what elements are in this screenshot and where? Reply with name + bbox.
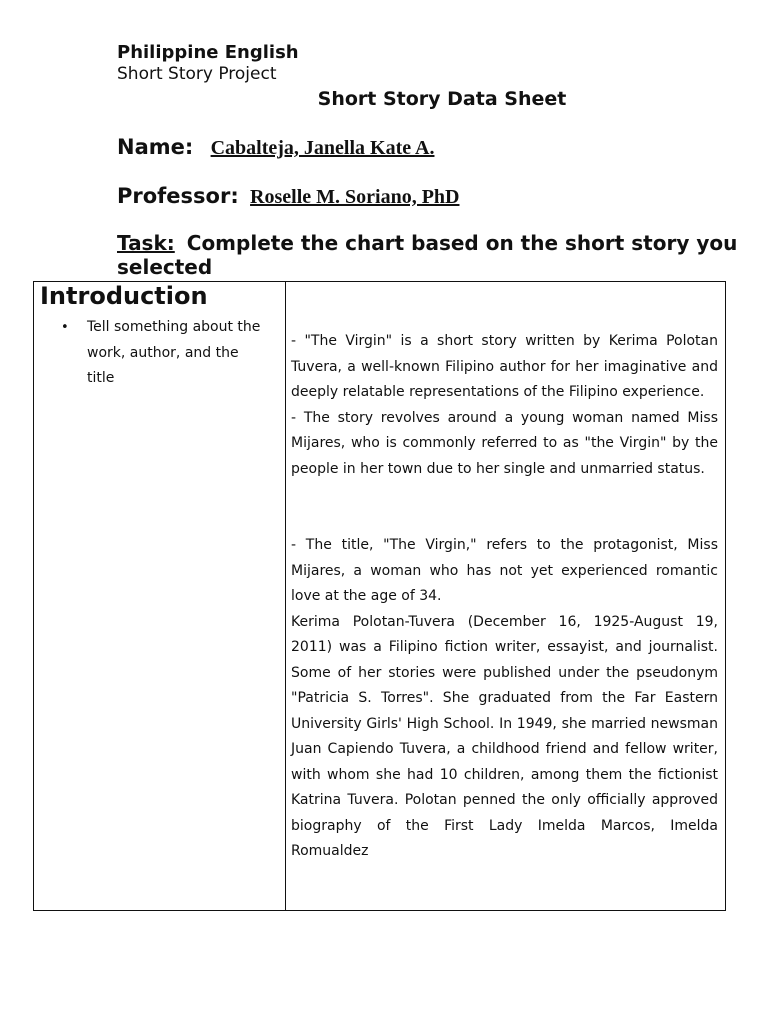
name-row — [117, 134, 434, 161]
prompt-list — [34, 315, 285, 392]
task-instruction: Complete the chart based on the short story you selected — [117, 231, 738, 279]
task-row — [117, 231, 762, 279]
prompt-text: Tell something about the work, author, and the title — [87, 319, 261, 386]
prompt-item — [34, 315, 285, 392]
answer-text — [291, 329, 718, 865]
document-title: Short Story Data Sheet — [317, 88, 567, 110]
bullet-icon: • — [61, 320, 69, 335]
student-name: Cabalteja, Janella Kate A. — [210, 137, 435, 159]
professor-row — [117, 183, 459, 210]
section-heading-introduction: Introduction — [40, 282, 208, 310]
name-label: Name: — [117, 135, 194, 159]
professor-name: Roselle M. Soriano, PhD — [250, 186, 460, 208]
answer-paragraph-work: - "The Virgin" is a short story written by Kerima Polotan Tuvera, a well-known Filipino author for her imaginative and deeply relatable representations of the Filipino experience. — [291, 333, 718, 400]
answer-paragraph-story: - The story revolves around a young woman named Miss Mijares, who is commonly referred to as "the Virgin" by the people in her town due to her single and unmarried status. — [291, 409, 718, 477]
course-name: Philippine English — [117, 42, 299, 63]
paragraph-spacer — [291, 482, 718, 533]
answer-paragraph-title: - The title, "The Virgin," refers to the protagonist, Miss Mijares, a woman who has not yet experienced romantic love at the age of 34. — [291, 537, 718, 604]
prompt-column — [34, 282, 286, 910]
answer-paragraph-author: Kerima Polotan-Tuvera (December 16, 1925-August 19, 2011) was a Filipino fiction writer, essayist, and journalist. Some of her stories were published under the pseudonym "Patricia S. Torres". She graduated from the Far Eastern University Girls' High School. In 1949, she married newsman Juan Capiendo Tuvera, a childhood friend and fellow writer, with whom she had 10 children, among them the fictionist Katrina Tuvera. Polotan penned the only officially approved biography of the First Lady Imelda Marcos, Imelda Romualdez — [291, 613, 718, 859]
project-name: Short Story Project — [117, 64, 277, 84]
professor-label: Professor: — [117, 184, 239, 208]
answer-column — [286, 282, 726, 910]
task-label: Task: — [117, 231, 175, 255]
data-sheet-table — [33, 281, 726, 911]
